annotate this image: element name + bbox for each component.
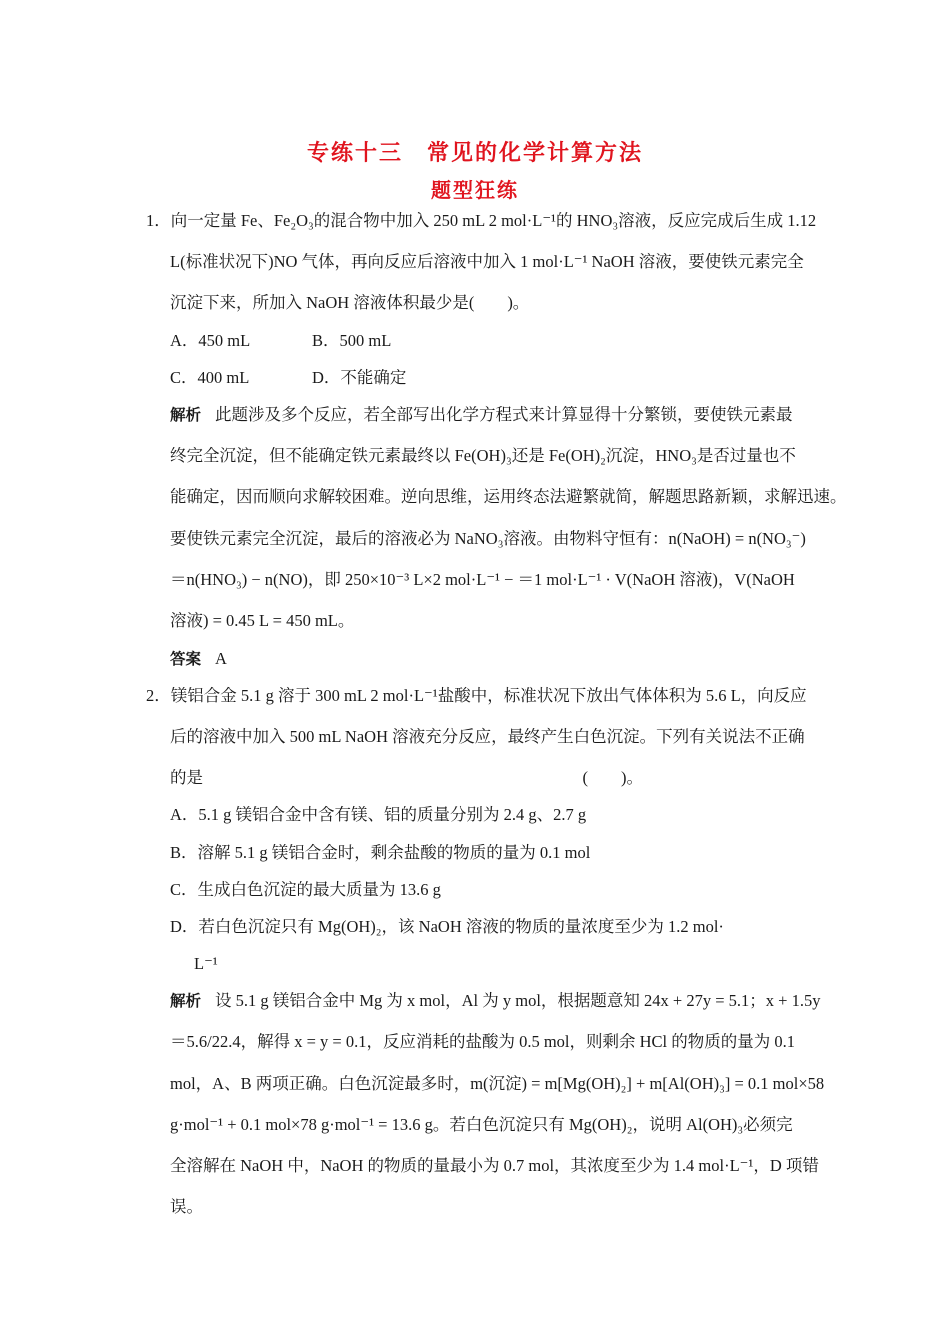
q1-option-d: D．不能确定 <box>312 368 407 387</box>
q1-answer: A <box>215 649 227 668</box>
q2-analysis-line: ＝5.6/22.4，解得 x = y = 0.1，反应消耗的盐酸为 0.5 mol，则剩余 HCl 的物质的量为 0.1 <box>170 1032 795 1051</box>
q1-analysis-line: 溶液) = 0.45 L = 450 mL。 <box>170 611 355 630</box>
q1-stem-line: 沉淀下来，所加入 NaOH 溶液体积最少是( )。 <box>170 293 530 312</box>
q1-analysis-line <box>170 405 793 425</box>
q2-option-c: C．生成白色沉淀的最大质量为 13.6 g <box>170 880 441 899</box>
q2-analysis-line: 误。 <box>170 1197 203 1216</box>
q1-analysis-line: 能确定，因而顺向求解较困难。逆向思维，运用终态法避繁就简，解题思路新颖，求解迅速。 <box>170 487 847 506</box>
q2-option-d-cont: L⁻¹ <box>194 954 218 973</box>
q2-option-a: A．5.1 g 镁铝合金中含有镁、铝的质量分别为 2.4 g、2.7 g <box>170 805 587 824</box>
analysis-label: 解析 <box>170 406 202 424</box>
q1-stem-line: L(标准状况下)NO 气体，再向反应后溶液中加入 1 mol·L⁻¹ NaOH 溶液，要使铁元素完全 <box>170 252 804 271</box>
analysis-label: 解析 <box>170 992 202 1010</box>
q1-analysis-line: 终完全沉淀，但不能确定铁元素最终以 Fe(OH)₃还是 Fe(OH)₂沉淀，HNO₃是否过量也不 <box>170 446 796 465</box>
page-subtitle: 题型狂练 <box>431 178 519 202</box>
q1-option-a: A．450 mL <box>170 331 251 350</box>
q1-answer-line <box>170 649 227 669</box>
q1-option-c: C．400 mL <box>170 368 250 387</box>
q2-option-b: B．溶解 5.1 g 镁铝合金时，剩余盐酸的物质的量为 0.1 mol <box>170 843 591 862</box>
q2-option-d: D．若白色沉淀只有 Mg(OH)₂，该 NaOH 溶液的物质的量浓度至少为 1.2 mol· <box>170 917 724 936</box>
q1-option-b: B．500 mL <box>312 331 392 350</box>
q1-analysis-text: 此题涉及多个反应，若全部写出化学方程式来计算显得十分繁锁，要使铁元素最 <box>215 405 793 424</box>
q2-stem-line: 的是 ( )。 <box>170 768 643 787</box>
q1-analysis-line: ＝n(HNO₃) − n(NO)，即 250×10⁻³ L×2 mol·L⁻¹ − ＝1 mol·L⁻¹ · V(NaOH 溶液)，V(NaOH <box>170 570 795 589</box>
q2-stem-line: 后的溶液中加入 500 mL NaOH 溶液充分反应，最终产生白色沉淀。下列有关说法不正确 <box>170 727 805 746</box>
q2-analysis-line: mol，A、B 两项正确。白色沉淀最多时，m(沉淀) = m[Mg(OH)₂] + m[Al(OH)₃] = 0.1 mol×58 <box>170 1074 825 1093</box>
q1-analysis-line: 要使铁元素完全沉淀，最后的溶液必为 NaNO₃溶液。由物料守恒有：n(NaOH) = n(NO₃⁻) <box>170 529 806 548</box>
page-title: 专练十三 常见的化学计算方法 <box>306 141 643 166</box>
q2-analysis-line: 全溶解在 NaOH 中，NaOH 的物质的量最小为 0.7 mol，其浓度至少为 1.4 mol·L⁻¹，D 项错 <box>170 1156 819 1175</box>
q1-stem-line: 1．向一定量 Fe、Fe₂O₃的混合物中加入 250 mL 2 mol·L⁻¹的 HNO₃溶液，反应完成后生成 1.12 <box>146 211 817 230</box>
q2-analysis-line <box>170 991 820 1011</box>
q2-analysis-text: 设 5.1 g 镁铝合金中 Mg 为 x mol，Al 为 y mol，根据题意知 24x + 27y = 5.1；x + 1.5y <box>215 991 821 1010</box>
q2-analysis-line: g·mol⁻¹ + 0.1 mol×78 g·mol⁻¹ = 13.6 g。若白色沉淀只有 Mg(OH)₂，说明 Al(OH)₃必须完 <box>170 1115 793 1134</box>
q2-stem-line: 2．镁铝合金 5.1 g 溶于 300 mL 2 mol·L⁻¹盐酸中，标准状况下放出气体体积为 5.6 L，向反应 <box>146 686 807 705</box>
answer-label: 答案 <box>170 650 202 668</box>
